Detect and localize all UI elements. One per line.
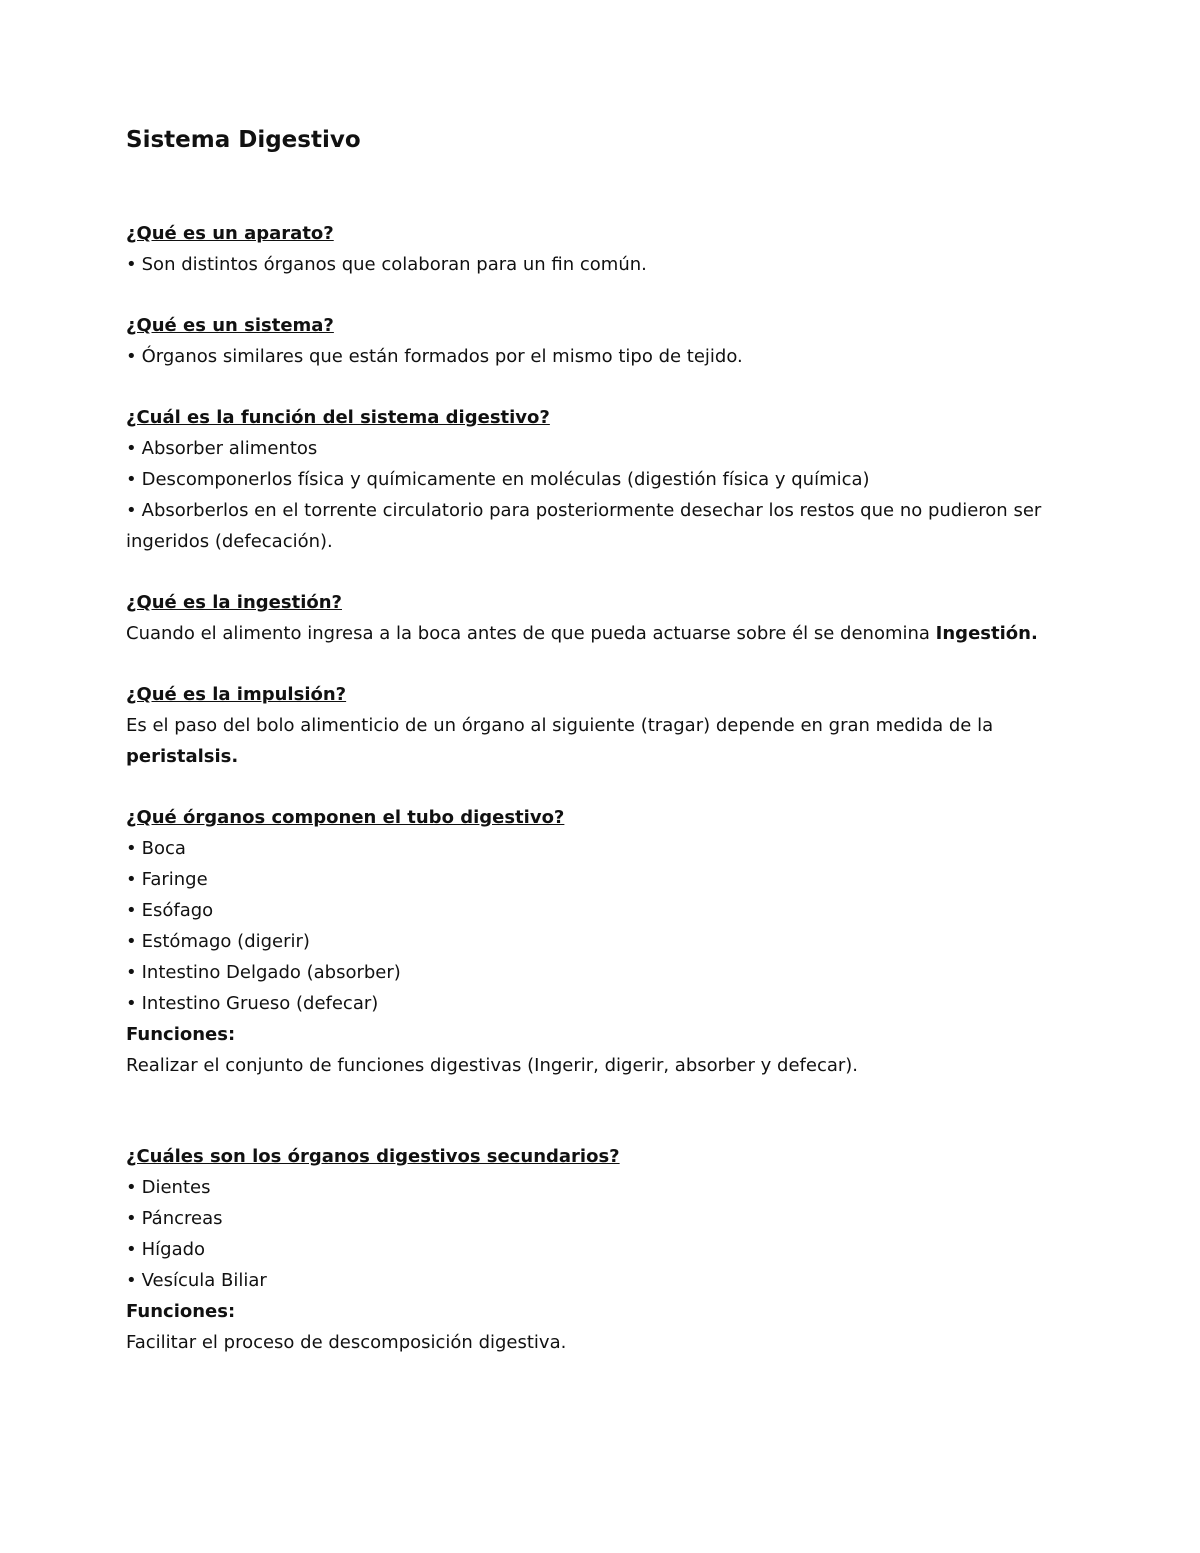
answer-paragraph (126, 618, 1086, 649)
document-page (126, 122, 1086, 1388)
list-item: • Estómago (digerir) (126, 926, 1086, 957)
bullet-list (126, 341, 1086, 372)
list-item: • Son distintos órganos que colaboran para un fin común. (126, 249, 1086, 280)
section-ingestion (126, 587, 1086, 649)
functions-text: Realizar el conjunto de funciones digestivas (Ingerir, digerir, absorber y defecar). (126, 1055, 859, 1076)
functions-label: Funciones: (126, 1301, 236, 1322)
question-heading: ¿Cuáles son los órganos digestivos secundarios? (126, 1146, 620, 1167)
answer-paragraph (126, 710, 1086, 772)
section-funcion (126, 402, 1086, 557)
question-heading: ¿Qué es la impulsión? (126, 684, 347, 705)
list-item: • Intestino Delgado (absorber) (126, 957, 1086, 988)
question-heading: ¿Qué es la ingestión? (126, 592, 342, 613)
list-item: • Dientes (126, 1172, 1086, 1203)
answer-bold-term: Ingestión. (935, 623, 1038, 644)
question-heading: ¿Qué es un aparato? (126, 223, 334, 244)
question-heading: ¿Cuál es la función del sistema digestivo? (126, 407, 550, 428)
answer-text: Es el paso del bolo alimenticio de un órgano al siguiente (tragar) depende en gran medida de la (126, 715, 994, 736)
list-item: • Faringe (126, 864, 1086, 895)
list-item: • Vesícula Biliar (126, 1265, 1086, 1296)
section-impulsion (126, 679, 1086, 772)
bullet-list (126, 833, 1086, 1019)
list-item: • Hígado (126, 1234, 1086, 1265)
question-heading: ¿Qué órganos componen el tubo digestivo? (126, 807, 565, 828)
bullet-list (126, 1172, 1086, 1296)
section-sistema (126, 310, 1086, 372)
section-organos-secundarios (126, 1141, 1086, 1358)
list-item: • Órganos similares que están formados por el mismo tipo de tejido. (126, 341, 1086, 372)
list-item: • Absorberlos en el torrente circulatorio para posteriormente desechar los restos que no pudieron ser ingeridos (defecación). (126, 495, 1086, 557)
answer-bold-term: peristalsis. (126, 746, 239, 767)
list-item: • Absorber alimentos (126, 433, 1086, 464)
list-item: • Boca (126, 833, 1086, 864)
section-tubo-digestivo (126, 802, 1086, 1081)
functions-text: Facilitar el proceso de descomposición digestiva. (126, 1332, 567, 1353)
section-aparato (126, 218, 1086, 280)
bullet-list (126, 433, 1086, 557)
list-item: • Páncreas (126, 1203, 1086, 1234)
bullet-list (126, 249, 1086, 280)
answer-text: Cuando el alimento ingresa a la boca antes de que pueda actuarse sobre él se denomina (126, 623, 930, 644)
list-item: • Esófago (126, 895, 1086, 926)
list-item: • Intestino Grueso (defecar) (126, 988, 1086, 1019)
document-title: Sistema Digestivo (126, 127, 361, 153)
list-item: • Descomponerlos física y químicamente en moléculas (digestión física y química) (126, 464, 1086, 495)
functions-label: Funciones: (126, 1024, 236, 1045)
question-heading: ¿Qué es un sistema? (126, 315, 334, 336)
